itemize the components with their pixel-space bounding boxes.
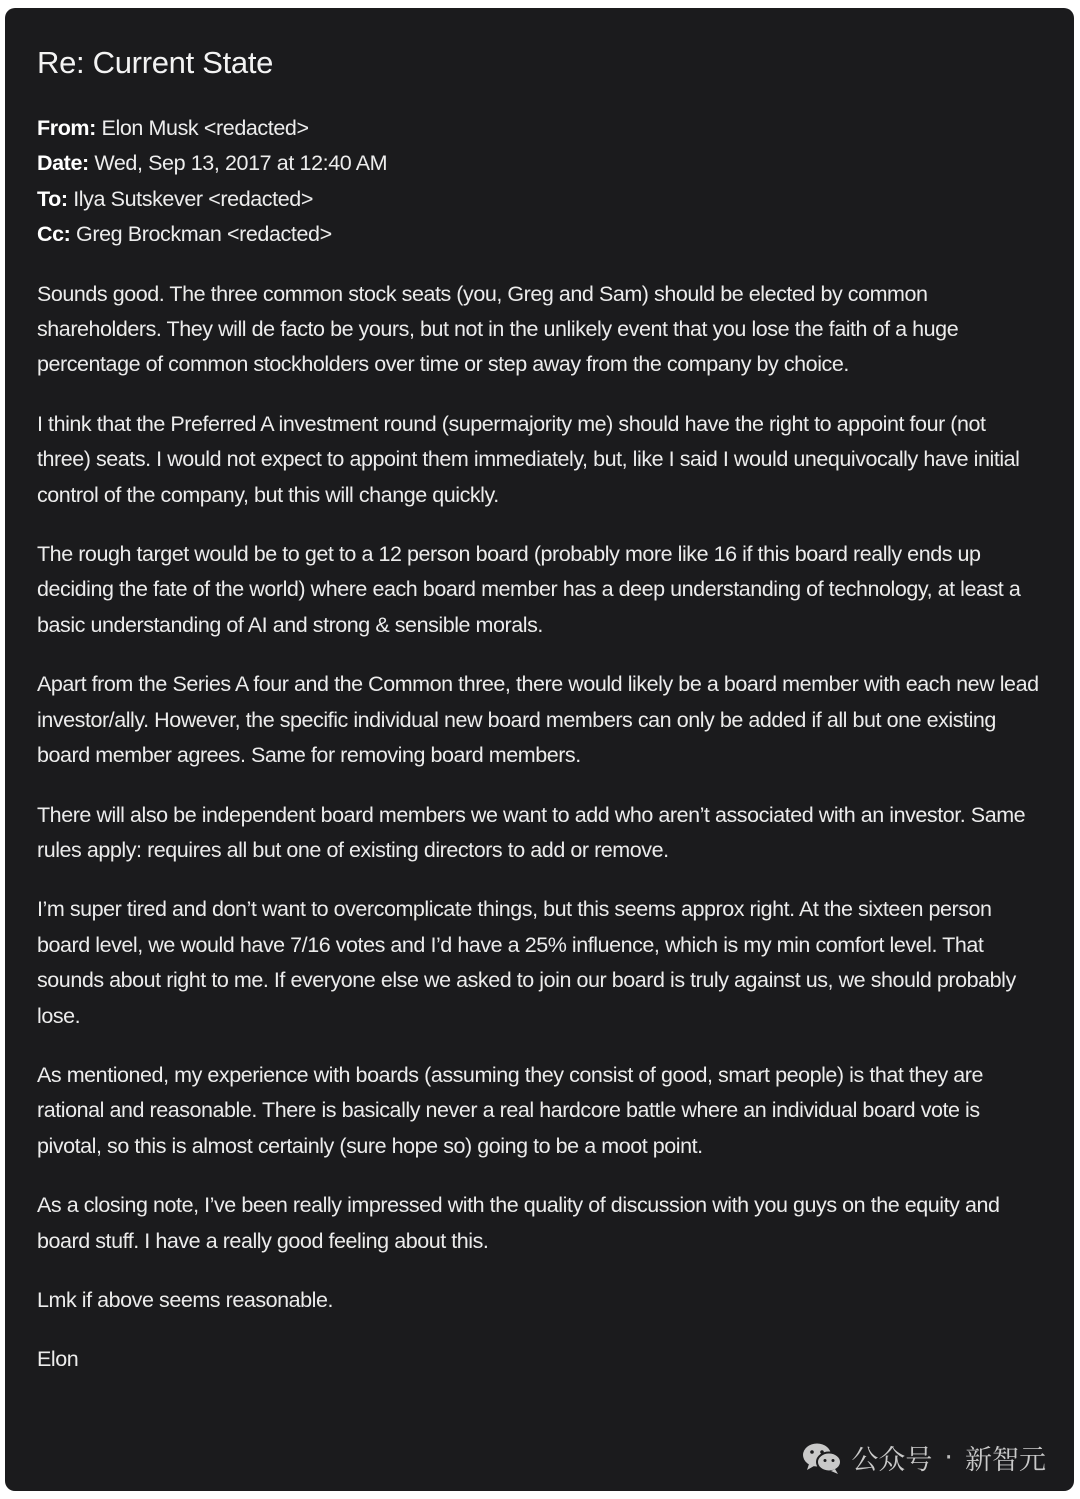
header-value: Elon Musk <redacted>	[101, 116, 309, 140]
body-paragraph: Sounds good. The three common stock seats (you, Greg and Sam) should be elected by common shareholders. They will de facto be yours, but not in the unlikely event that you lose the faith of a huge percentage of common stockholders over time or step away from the company by choice.	[37, 281, 959, 377]
signature: Elon	[37, 1347, 79, 1372]
watermark-label: 公众号	[851, 1445, 933, 1476]
header-value: Ilya Sutskever <redacted>	[73, 186, 313, 211]
header-to	[37, 182, 1042, 217]
header-label: To:	[37, 186, 68, 211]
header-from	[37, 111, 1042, 146]
header-label: Date:	[37, 151, 89, 176]
body-paragraph: As a closing note, I’ve been really impressed with the quality of discussion with you guys on the equity and board stuff. I have a really good feeling about this.	[37, 1193, 1000, 1253]
wechat-icon	[801, 1441, 843, 1475]
body-paragraph: Lmk if above seems reasonable.	[37, 1287, 334, 1312]
body-paragraph: I’m super tired and don’t want to overcomplicate things, but this seems approx right. At the sixteen person board level, we would have 7/16 votes and I’d have a 25% influence, which is my min comfort level. That sounds about right to me. If everyone else we asked to join our board is truly against us, we should probably lose.	[37, 897, 1016, 1028]
header-cc	[37, 217, 1042, 252]
email-content	[37, 40, 1042, 1378]
header-label: From:	[37, 116, 96, 140]
body-paragraph: The rough target would be to get to a 12 person board (probably more like 16 if this board really ends up deciding the fate of the world) where each board member has a deep understanding of technology, at least a basic understanding of AI and strong & sensible morals.	[37, 542, 1021, 637]
body-paragraph: As mentioned, my experience with boards (assuming they consist of good, smart people) is that they are rational and reasonable. There is basically never a real hardcore battle where an individual board vote is pivotal, so this is almost certainly (sure hope so) going to be a moot point.	[37, 1062, 983, 1158]
header-label: Cc:	[37, 222, 71, 247]
watermark-account: 新智元	[965, 1445, 1046, 1476]
email-subject: Re: Current State	[37, 45, 274, 80]
body-paragraph: Apart from the Series A four and the Common three, there would likely be a board member with each new lead investor/ally. However, the specific individual new board members can only be added if all but one existing board member agrees. Same for removing board members.	[37, 672, 1039, 768]
header-date	[37, 146, 1042, 181]
email-card	[5, 8, 1074, 1491]
email-body	[37, 277, 1042, 1378]
header-value: Greg Brockman <redacted>	[76, 222, 332, 247]
watermark-separator: ·	[944, 1442, 953, 1473]
watermark	[801, 1438, 1046, 1477]
email-headers	[37, 111, 1042, 253]
header-value: Wed, Sep 13, 2017 at 12:40 AM	[94, 151, 388, 176]
body-paragraph: I think that the Preferred A investment round (supermajority me) should have the right to appoint four (not three) seats. I would not expect to appoint them immediately, but, like I said I would unequivocally have initial control of the company, but this will change quickly.	[37, 411, 1020, 507]
body-paragraph: There will also be independent board members we want to add who aren’t associated with an investor. Same rules apply: requires all but one of existing directors to add or remove.	[37, 802, 1026, 862]
